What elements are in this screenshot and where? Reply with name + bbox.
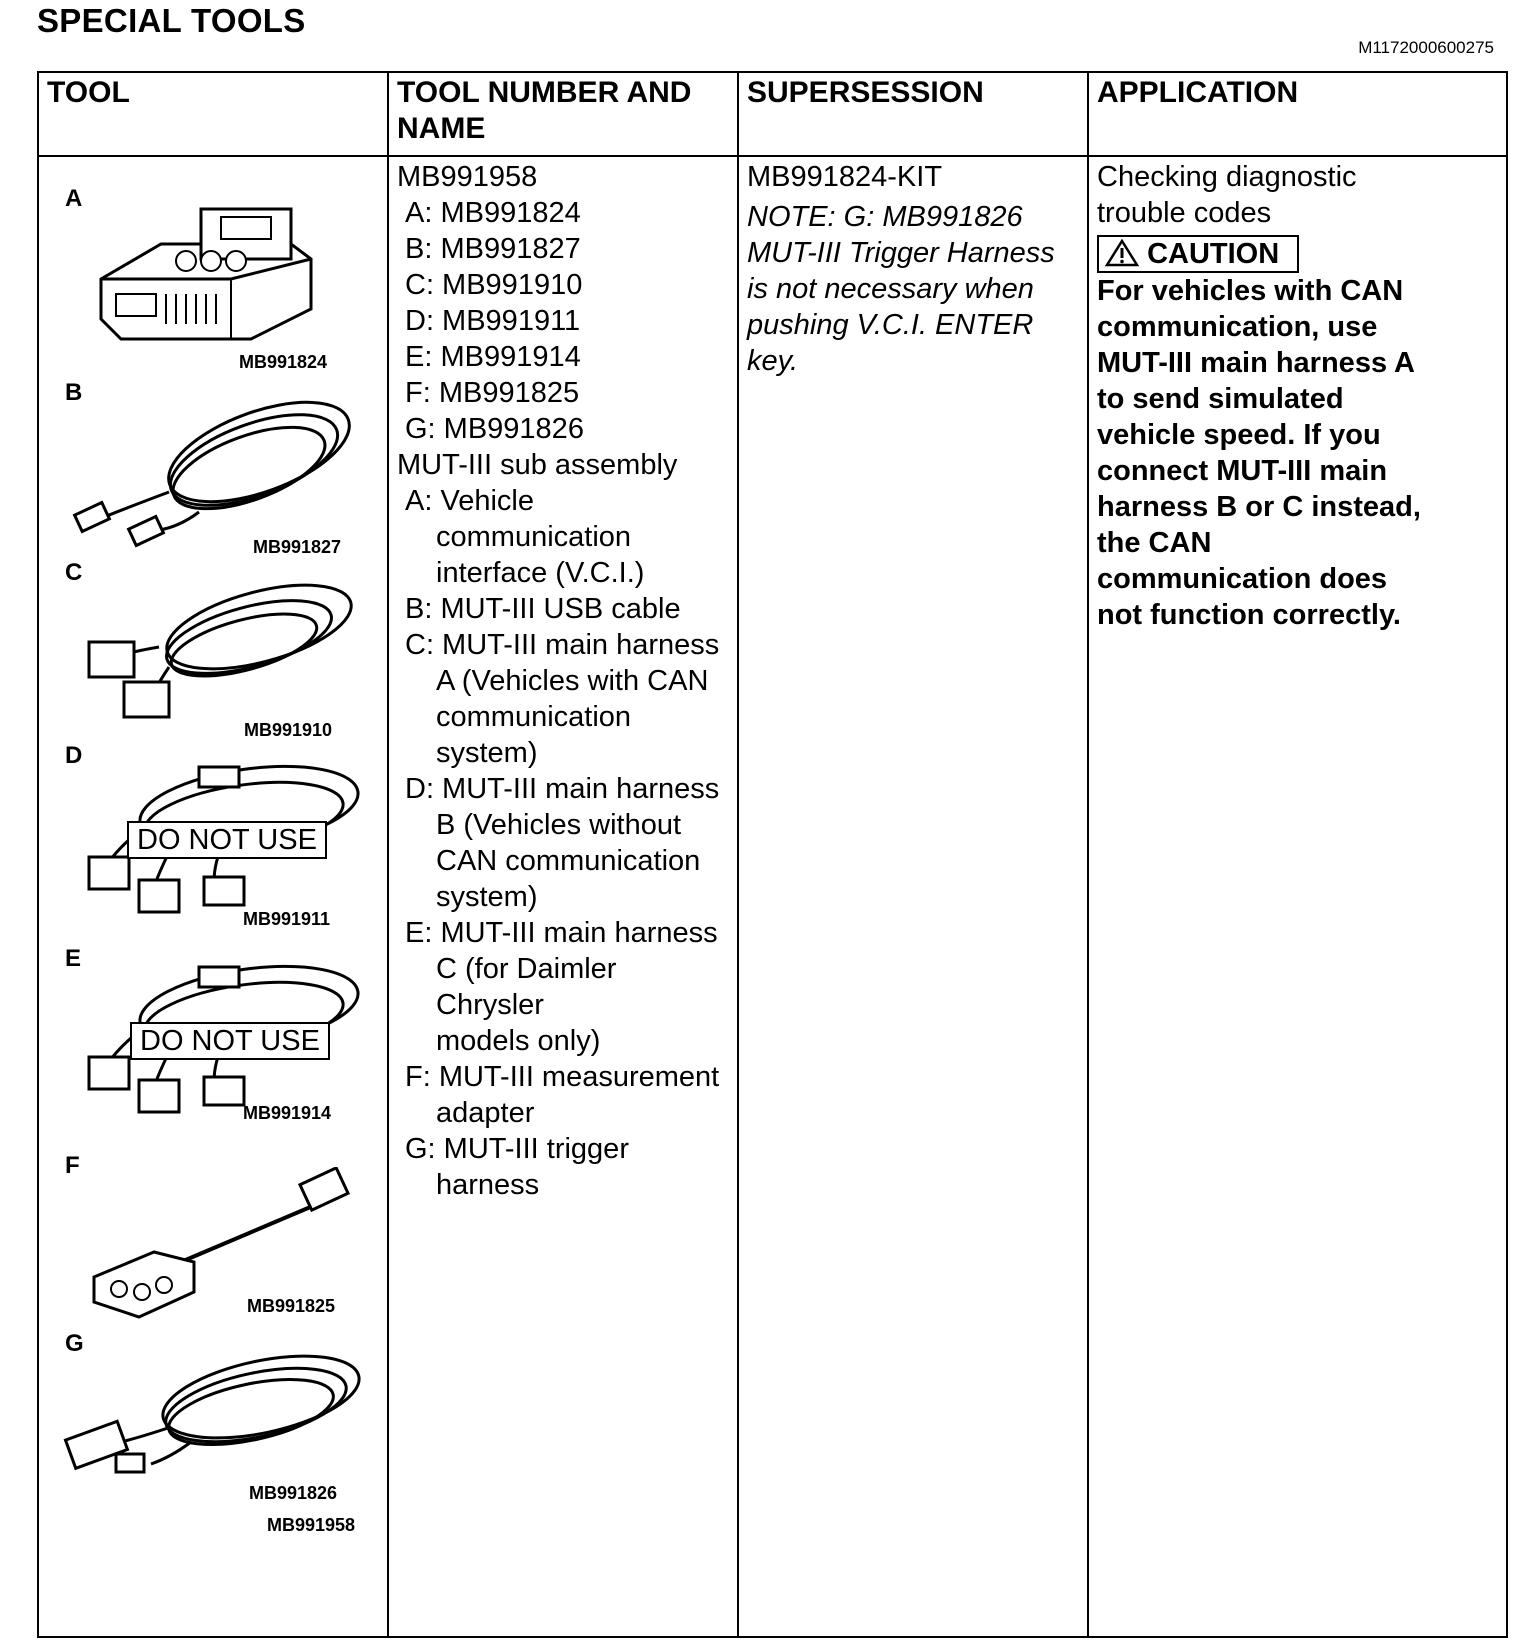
do-not-use-label-d: DO NOT USE [127,821,327,859]
part-list-item: D: MB991911 [405,305,581,337]
header-supersession: SUPERSESSION [738,72,1088,156]
part-number-f: MB991825 [247,1296,336,1316]
header-tool-number: TOOL NUMBER AND NAME [388,72,738,156]
application-line: Checking diagnostic [1097,161,1357,193]
name-list-item-cont: communication [436,521,632,553]
part-list-item: A: MB991824 [405,197,581,229]
tool-number-cell [388,156,738,1637]
caution-line: harness B or C instead, [1097,491,1421,523]
caution-text [1097,273,1498,633]
application-cell [1088,156,1507,1637]
name-list-item-cont: adapter [436,1097,535,1129]
caution-line: the CAN [1097,527,1212,559]
trigger-harness-icon [61,1342,371,1482]
caution-line: vehicle speed. If you [1097,419,1381,451]
note-line: NOTE: G: MB991826 [747,201,1023,233]
name-list-item-cont: A (Vehicles with CAN [436,665,709,697]
note-line: MUT-III Trigger Harness [747,237,1055,269]
part-list-item: C: MB991910 [405,269,583,301]
name-list-item-cont: harness [436,1169,540,1201]
table-row [38,156,1507,1637]
name-list-item: A: Vehicle [405,485,534,517]
application-line: trouble codes [1097,197,1272,229]
part-number-d: MB991911 [243,909,331,929]
supersession-value: MB991824-KIT [747,161,943,193]
part-list-item: E: MB991914 [405,341,581,373]
caution-line: connect MUT-III main [1097,455,1388,487]
name-list-item-cont: CAN communication [436,845,701,877]
vci-device-icon [91,199,321,349]
caution-line: to send simulated [1097,383,1344,415]
name-list-item-cont: B (Vehicles without [436,809,682,841]
name-list-item-cont: models only) [436,1025,601,1057]
caution-label: CAUTION [1147,238,1280,270]
note-line: key. [747,345,799,377]
note-line: pushing V.C.I. ENTER [747,309,1034,341]
tool-letter-g: G [65,1330,84,1357]
part-number-e: MB991914 [243,1103,332,1123]
caution-line: communication, use [1097,311,1378,343]
name-list-item-cont: C (for Daimler Chrysler [436,953,617,1021]
note-line: is not necessary when [747,273,1034,305]
caution-line: not function correctly. [1097,599,1401,631]
kit-label: MB991958 [267,1515,356,1535]
assembly-title: MUT-III sub assembly [397,449,678,481]
warning-triangle-icon [1105,239,1139,267]
caution-badge [1097,235,1299,273]
usb-cable-icon [69,382,369,552]
part-number-b: MB991827 [253,537,342,557]
part-list-item: G: MB991826 [405,413,584,445]
header-row [38,72,1507,156]
name-list-item-cont: system) [436,881,538,913]
name-list-item: G: MUT-III trigger [405,1133,629,1165]
page-title: SPECIAL TOOLS [37,2,306,39]
part-number-a: MB991824 [239,352,328,372]
name-list-item-cont: system) [436,737,538,769]
part-number-c: MB991910 [244,720,333,740]
header-tool: TOOL [38,72,388,156]
part-list-item: B: MB991827 [405,233,581,265]
tool-letter-b: B [65,379,83,406]
name-list-item: F: MUT-III measurement [405,1061,720,1093]
name-list-item-cont: communication [436,701,632,733]
tool-illustrations-cell [38,156,388,1637]
do-not-use-label-e: DO NOT USE [130,1022,330,1060]
caution-line: For vehicles with CAN [1097,275,1404,307]
name-list-item-cont: interface (V.C.I.) [436,557,645,589]
part-number-g: MB991826 [249,1483,338,1503]
part-list-item: F: MB991825 [405,377,580,409]
name-list-item: C: MUT-III main harness [405,629,720,661]
tool-letter-c: C [65,559,83,586]
tool-letter-a: A [65,185,83,212]
tool-letter-f: F [65,1152,80,1179]
name-list-item: E: MUT-III main harness [405,917,718,949]
document-id: M1172000600275 [1358,38,1494,57]
tool-letter-d: D [65,742,83,769]
main-harness-a-icon [69,567,369,727]
supersession-note [747,199,1079,379]
kit-number: MB991958 [397,161,538,193]
tool-letter-e: E [65,945,82,972]
name-list-item: D: MUT-III main harness [405,773,720,805]
caution-line: communication does [1097,563,1388,595]
header-application: APPLICATION [1088,72,1507,156]
caution-line: MUT-III main harness A [1097,347,1415,379]
special-tools-table [37,71,1508,1638]
supersession-cell [738,156,1088,1637]
name-list-item: B: MUT-III USB cable [405,593,681,625]
